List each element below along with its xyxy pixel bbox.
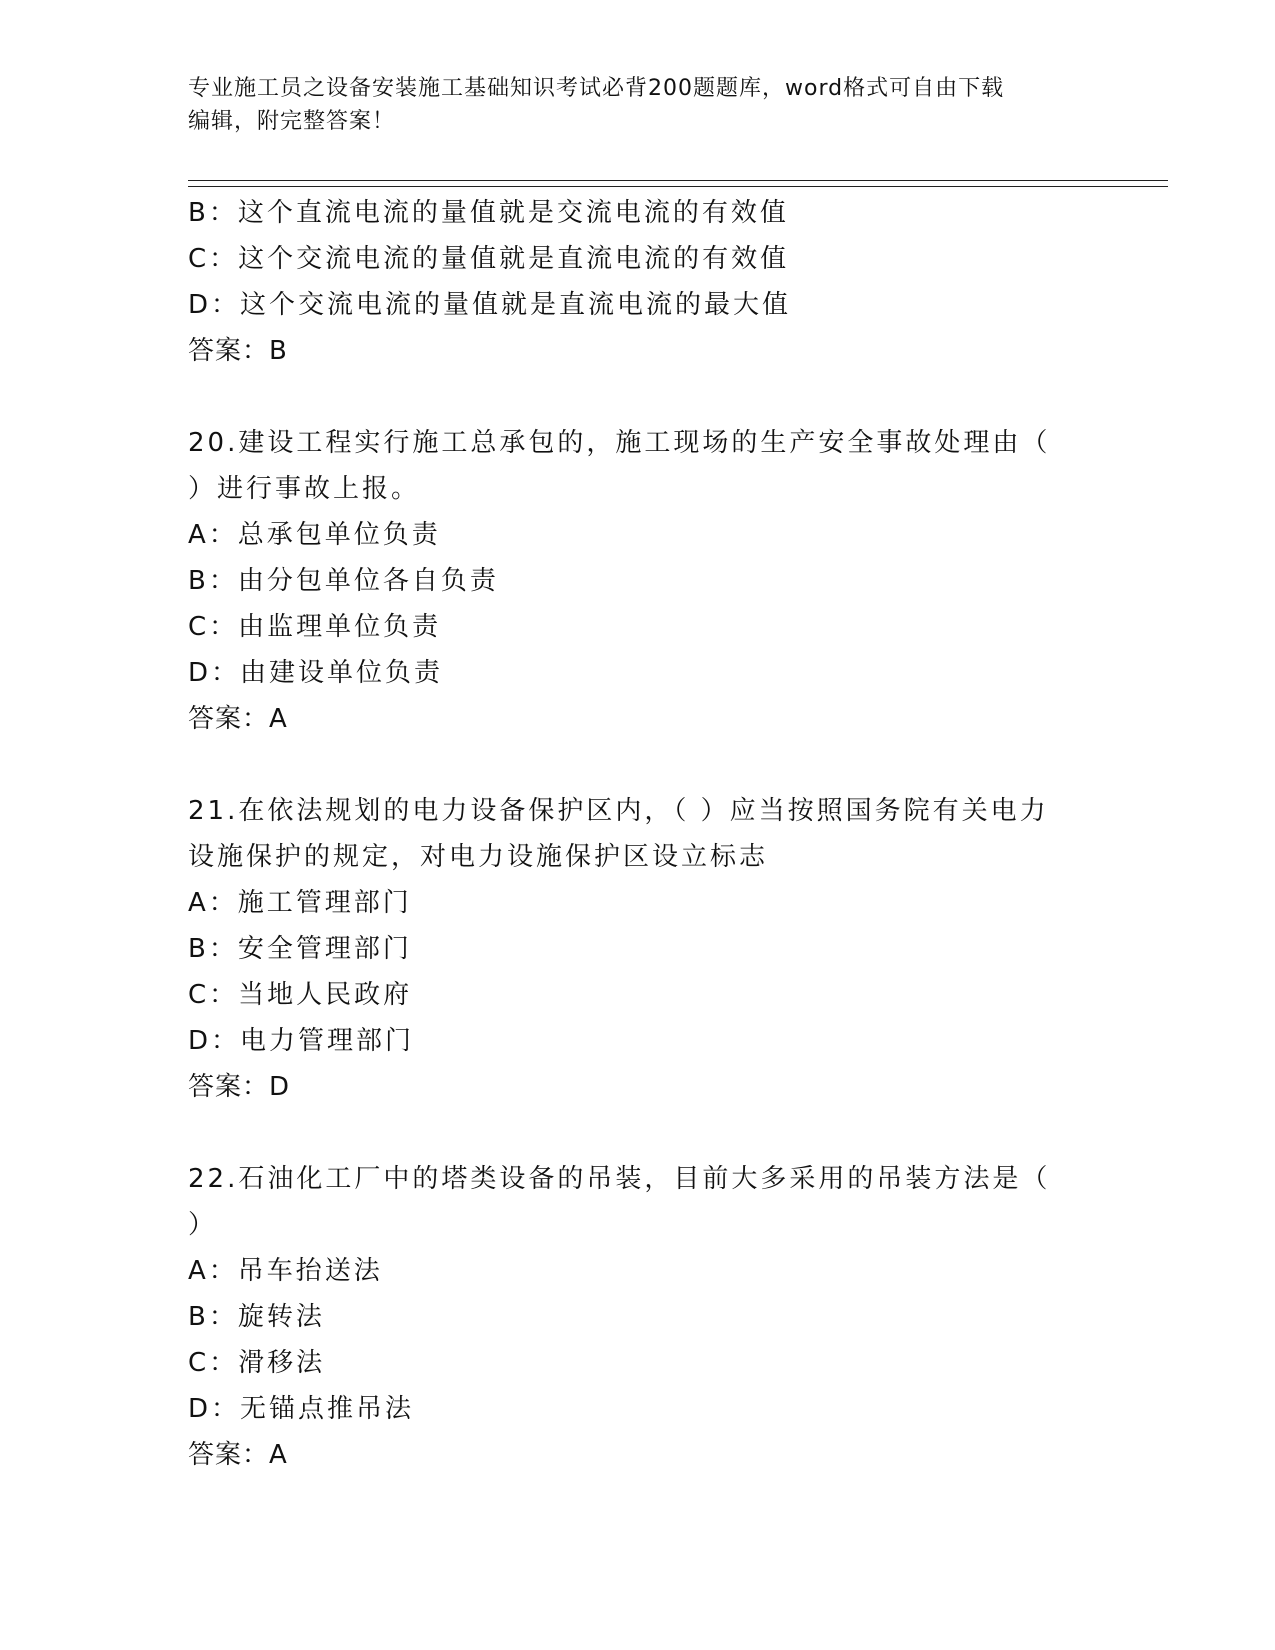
option-b: B：安全管理部门 bbox=[188, 934, 412, 964]
question-20 bbox=[188, 420, 1088, 742]
option-a: A：总承包单位负责 bbox=[188, 520, 441, 550]
option-d: D：电力管理部门 bbox=[188, 1026, 415, 1056]
option-d: D：由建设单位负责 bbox=[188, 658, 444, 688]
question-text-line-2: ）进行事故上报。 bbox=[188, 474, 421, 504]
option-c: C：由监理单位负责 bbox=[188, 612, 442, 642]
spacer bbox=[188, 742, 1088, 788]
option-c: C：当地人民政府 bbox=[188, 980, 413, 1010]
question-text-line-2: 设施保护的规定，对电力设施保护区设立标志 bbox=[188, 842, 769, 872]
header-line-2: 编辑，附完整答案！ bbox=[188, 109, 396, 134]
option-d: D：无锚点推吊法 bbox=[188, 1394, 415, 1424]
answer: 答案：B bbox=[188, 336, 288, 366]
option-b: B：旋转法 bbox=[188, 1302, 325, 1332]
answer: 答案：A bbox=[188, 704, 288, 734]
option-d: D：这个交流电流的量值就是直流电流的最大值 bbox=[188, 290, 792, 320]
question-text-line-1: 21.在依法规划的电力设备保护区内，（ ）应当按照国务院有关电力 bbox=[188, 796, 1049, 826]
spacer bbox=[188, 1110, 1088, 1156]
question-22 bbox=[188, 1156, 1088, 1478]
option-c: C：滑移法 bbox=[188, 1348, 326, 1378]
header-line-1: 专业施工员之设备安装施工基础知识考试必背200题题库，word格式可自由下载 bbox=[188, 76, 1005, 101]
question-list bbox=[188, 190, 1088, 1478]
option-b: B：由分包单位各自负责 bbox=[188, 566, 499, 596]
question-19-tail bbox=[188, 190, 1088, 374]
spacer bbox=[188, 374, 1088, 420]
question-text-line-1: 22.石油化工厂中的塔类设备的吊装，目前大多采用的吊装方法是（ bbox=[188, 1164, 1051, 1194]
option-b: B：这个直流电流的量值就是交流电流的有效值 bbox=[188, 198, 789, 228]
option-c: C：这个交流电流的量值就是直流电流的有效值 bbox=[188, 244, 790, 274]
option-a: A：吊车抬送法 bbox=[188, 1256, 383, 1286]
question-text-line-1: 20.建设工程实行施工总承包的，施工现场的生产安全事故处理由（ bbox=[188, 428, 1051, 458]
header-divider-bottom bbox=[188, 186, 1168, 187]
answer: 答案：A bbox=[188, 1440, 288, 1470]
header-divider-top bbox=[188, 180, 1168, 181]
answer: 答案：D bbox=[188, 1072, 291, 1102]
question-text-line-2: ） bbox=[188, 1210, 218, 1240]
question-21 bbox=[188, 788, 1088, 1110]
document-header bbox=[188, 72, 1088, 138]
option-a: A：施工管理部门 bbox=[188, 888, 412, 918]
